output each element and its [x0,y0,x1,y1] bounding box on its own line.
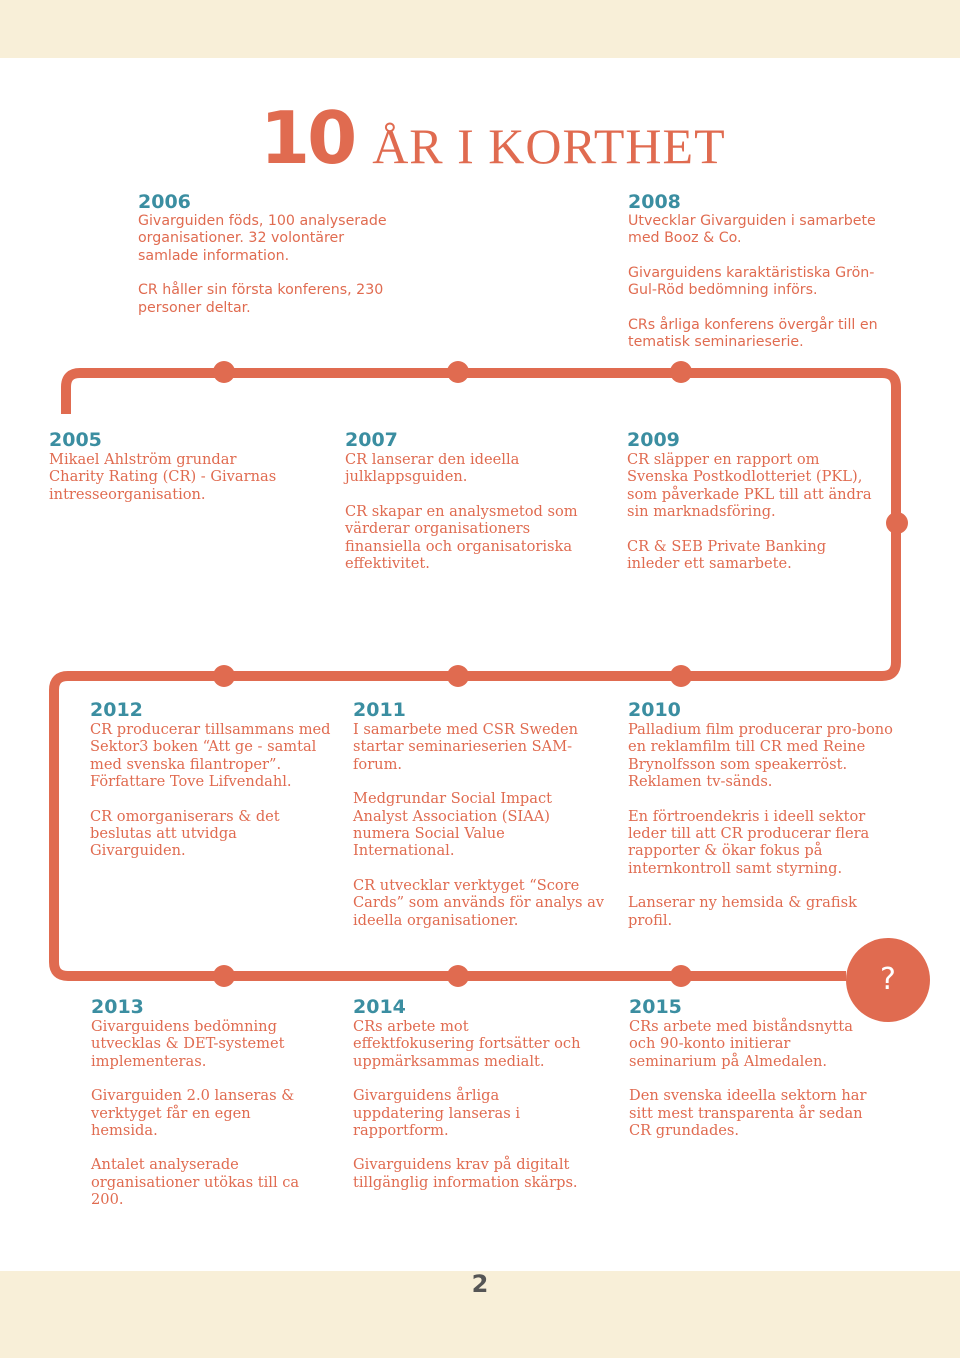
entry-2012 [90,699,335,860]
entry-text: En förtroendekris i ideell sektor leder till att CR producerar flera rapporter & ökar fokus på internkontroll samt styrning. [628,807,870,877]
entry-text: CR omorganiserars & det beslutas att utvidga Givarguiden. [90,807,280,860]
timeline-dot [447,361,469,383]
entry-year: 2006 [138,191,191,213]
entry-year: 2013 [91,996,144,1018]
timeline-dot [447,665,469,687]
entry-text: Utvecklar Givarguiden i samarbete med Booz & Co. [628,213,876,247]
entry-year: 2009 [627,429,680,451]
timeline-dot [886,512,908,534]
timeline-dot [670,665,692,687]
title-text: ÅR I KORTHET [372,118,726,174]
timeline-dot [213,965,235,987]
entry-year: 2005 [49,429,102,451]
timeline-dot [213,361,235,383]
entry-text: CR släpper en rapport om Svenska Postkodlotteriet (PKL), som påverkade PKL till att ändra sin marknadsföring. [627,451,872,521]
page-number: 2 [471,1270,489,1298]
entry-text: CR producerar tillsammans med Sektor3 boken “Att ge - samtal med svenska filantroper”. Författare Tove Lifvendahl. [90,721,331,791]
entry-text: I samarbete med CSR Sweden startar seminarieserien SAM-forum. [353,721,578,773]
entry-2015 [629,996,879,1139]
entry-text: Palladium film producerar pro-bono en reklamfilm till CR med Reine Brynolfsson som speakerröst. Reklamen tv-sänds. [628,721,893,791]
entry-text: Givarguidens krav på digitalt tillgänglig information skärps. [353,1156,578,1191]
question-bubble: ? [846,938,930,1022]
entry-2011 [353,699,608,929]
entry-text: Givarguiden 2.0 lanseras & verktyget får en egen hemsida. [91,1087,295,1140]
entry-text: Givarguidens bedömning utvecklas & DET-systemet implementeras. [91,1018,285,1070]
entry-text: CRs årliga konferens övergår till en tematisk seminarieserie. [628,316,878,351]
entry-2013 [91,996,321,1209]
entry-year: 2007 [345,429,398,451]
entry-2008 [628,191,878,351]
entry-year: 2011 [353,699,406,721]
entry-year: 2014 [353,996,406,1018]
entry-text: CRs arbete mot effektfokusering fortsätter och uppmärksammas medialt. [353,1018,581,1070]
entry-2009 [627,429,882,572]
timeline-dot [670,965,692,987]
entry-text: Antalet analyserade organisationer utökas till ca 200. [91,1156,300,1209]
entry-year: 2015 [629,996,682,1018]
entry-text: Mikael Ahlström grundar Charity Rating (CR) - Givarnas intresseorganisation. [49,451,277,503]
title-number: 10 [260,96,355,180]
entry-2014 [353,996,593,1191]
entry-text: Givarguidens årliga uppdatering lanseras i rapportform. [353,1087,521,1140]
entry-text: CR utvecklar verktyget “Score Cards” som används för analys av ideella organisationer. [353,876,605,929]
entry-text: CR skapar en analysmetod som värderar organisationers finansiella och organisatoriska effektivitet. [345,502,578,573]
entry-2005 [49,429,284,503]
entry-text: Den svenska ideella sektorn har sitt mest transparenta år sedan CR grundades. [629,1087,867,1140]
timeline-dot [447,965,469,987]
entry-2006 [138,191,388,317]
entry-text: CRs arbete med biståndsnytta och 90-konto initierar seminarium på Almedalen. [629,1018,853,1070]
entry-year: 2008 [628,191,681,213]
entry-text: Givarguiden föds, 100 analyserade organisationer. 32 volontärer samlade information. [138,213,387,264]
entry-text: CR håller sin första konferens, 230 personer deltar. [138,282,384,316]
entry-year: 2010 [628,699,681,721]
entry-text: Givarguidens karaktäristiska Grön-Gul-Röd bedömning införs. [628,264,875,299]
entry-text: Lanserar ny hemsida & grafisk profil. [628,894,857,929]
entry-2007 [345,429,600,572]
entry-text: CR lanserar den ideella julklappsguiden. [345,451,520,486]
entry-year: 2012 [90,699,143,721]
entry-text: Medgrundar Social Impact Analyst Association (SIAA) numera Social Value International. [353,790,553,860]
timeline-dot [670,361,692,383]
entry-2010 [628,699,896,929]
timeline-dot [213,665,235,687]
entry-text: CR & SEB Private Banking inleder ett samarbete. [627,537,827,573]
